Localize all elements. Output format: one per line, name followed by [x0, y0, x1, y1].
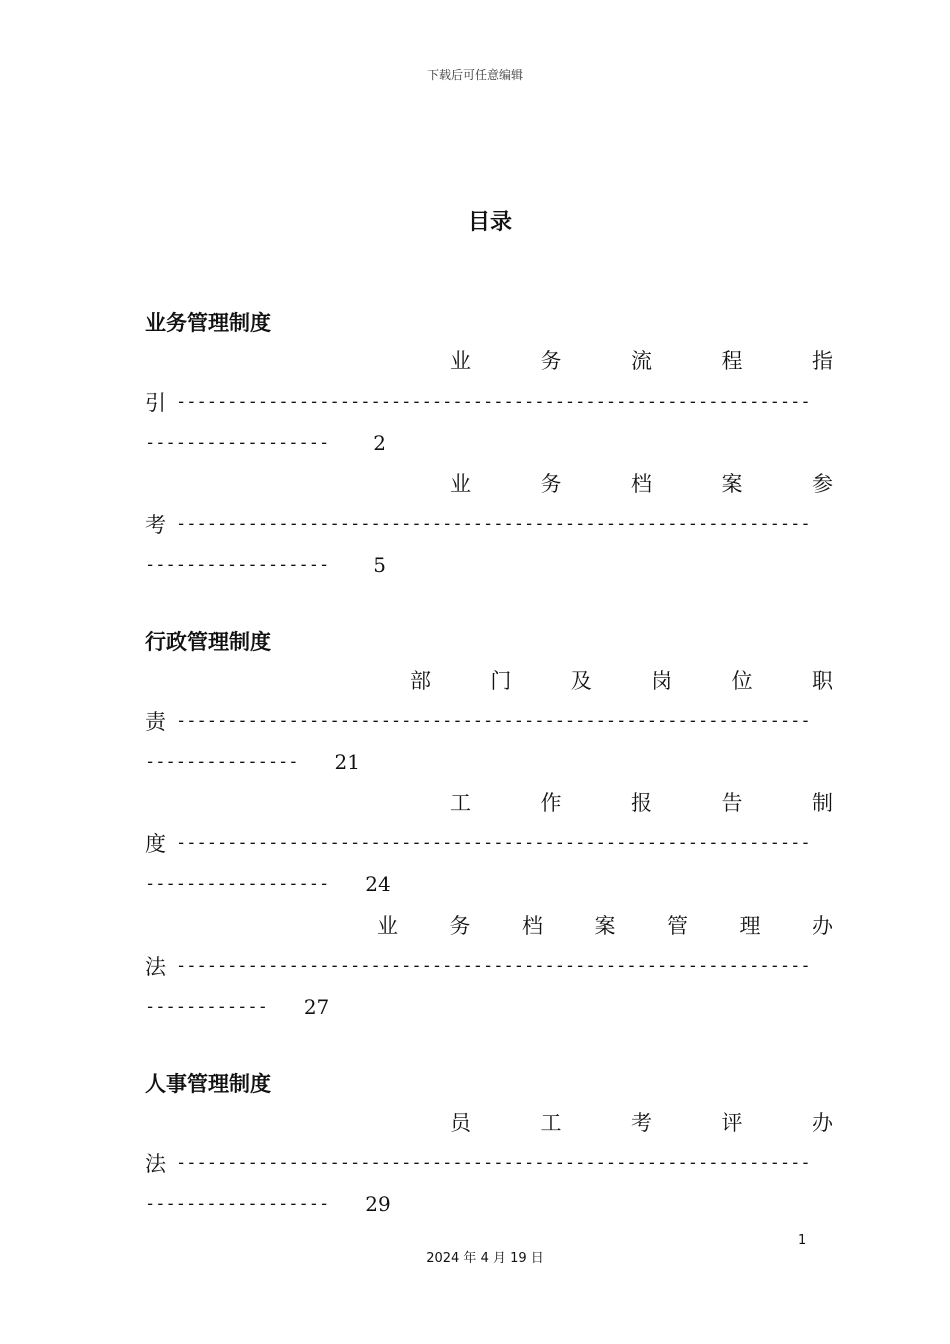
- toc-entry-line2: [145, 387, 833, 417]
- toc-char: 业: [377, 914, 398, 938]
- toc-char: 档: [631, 472, 652, 496]
- toc-char: 理: [739, 914, 761, 938]
- toc-page-number: 2: [373, 431, 386, 455]
- toc-entry-line3: [145, 428, 386, 458]
- toc-char: 作: [540, 791, 562, 815]
- toc-entry-line2: [145, 828, 833, 858]
- toc-leader: ------------------: [145, 433, 330, 453]
- toc-entry-line2: [145, 706, 833, 736]
- toc-entry-line2: [145, 951, 833, 981]
- toc-char: 考: [145, 513, 166, 537]
- toc-char: 岗: [651, 669, 673, 693]
- toc-page-number: 29: [365, 1192, 391, 1216]
- toc-char: 流: [631, 349, 652, 373]
- toc-entry-line2: [145, 1148, 833, 1178]
- toc-title: 目录: [467, 210, 512, 235]
- page-header: 下载后可任意编辑: [426, 68, 523, 82]
- toc-char: 业: [450, 472, 471, 496]
- toc-page-number: 5: [373, 553, 386, 577]
- toc-entry-line1: [450, 345, 833, 375]
- toc-char: 考: [631, 1111, 652, 1135]
- toc-leader: ------------------: [145, 874, 330, 894]
- toc-char: 员: [450, 1111, 471, 1135]
- toc-char: 位: [731, 669, 753, 693]
- toc-char: 门: [490, 669, 512, 693]
- toc-char: 引: [145, 391, 166, 415]
- toc-char: 参: [812, 472, 833, 496]
- toc-char: 制: [812, 791, 833, 815]
- toc-leader: --------------------------------------------------------------: [176, 833, 811, 853]
- toc-char: 法: [145, 1152, 166, 1176]
- toc-entry-line1: [450, 787, 833, 817]
- toc-char: 法: [145, 955, 166, 979]
- toc-leader: --------------------------------------------------------------: [176, 392, 811, 412]
- toc-char: 档: [522, 914, 543, 938]
- toc-leader: ------------------: [145, 555, 330, 575]
- toc-char: 及: [570, 669, 592, 693]
- toc-char: 告: [721, 791, 743, 815]
- toc-leader: --------------------------------------------------------------: [176, 514, 811, 534]
- toc-char: 管: [667, 914, 688, 938]
- toc-entry-line3: [145, 992, 329, 1022]
- toc-leader: --------------------------------------------------------------: [176, 956, 811, 976]
- toc-char: 案: [594, 914, 616, 938]
- toc-entry-line3: [145, 747, 360, 777]
- toc-char: 报: [631, 791, 652, 815]
- toc-char: 务: [449, 914, 471, 938]
- toc-char: 务: [540, 472, 562, 496]
- toc-page-number: 21: [334, 750, 360, 774]
- toc-leader: --------------------------------------------------------------: [176, 711, 811, 731]
- toc-entry-line1: [450, 468, 833, 498]
- toc-page-number: 27: [303, 995, 330, 1019]
- toc-entry-line3: [145, 1189, 391, 1219]
- toc-char: 案: [721, 472, 743, 496]
- toc-char: 评: [721, 1111, 743, 1135]
- toc-entry-line2: [145, 509, 833, 539]
- toc-char: 办: [812, 1111, 833, 1135]
- page-number: 1: [798, 1233, 807, 1248]
- toc-char: 指: [812, 349, 833, 373]
- toc-entry-line1: [410, 665, 833, 695]
- toc-char: 办: [812, 914, 833, 938]
- toc-leader: ------------: [145, 997, 268, 1017]
- footer-date: 2024 年 4 月 19 日: [426, 1251, 544, 1266]
- toc-leader: ---------------: [145, 752, 299, 772]
- toc-page-number: 24: [365, 872, 391, 896]
- toc-leader: ------------------: [145, 1194, 330, 1214]
- toc-entry-line1: [377, 910, 833, 940]
- toc-char: 度: [145, 832, 166, 856]
- toc-char: 部: [410, 669, 431, 693]
- toc-char: 业: [450, 349, 471, 373]
- toc-char: 程: [721, 349, 743, 373]
- toc-entry-line3: [145, 869, 391, 899]
- toc-char: 责: [145, 710, 166, 734]
- section-heading-admin: 行政管理制度: [145, 630, 271, 654]
- toc-leader: --------------------------------------------------------------: [176, 1153, 811, 1173]
- toc-char: 职: [811, 669, 833, 693]
- toc-char: 工: [540, 1111, 562, 1135]
- toc-char: 务: [540, 349, 562, 373]
- section-heading-business: 业务管理制度: [145, 311, 271, 335]
- toc-entry-line1: [450, 1107, 833, 1137]
- section-heading-hr: 人事管理制度: [145, 1072, 271, 1096]
- toc-entry-line3: [145, 550, 386, 580]
- toc-char: 工: [450, 791, 471, 815]
